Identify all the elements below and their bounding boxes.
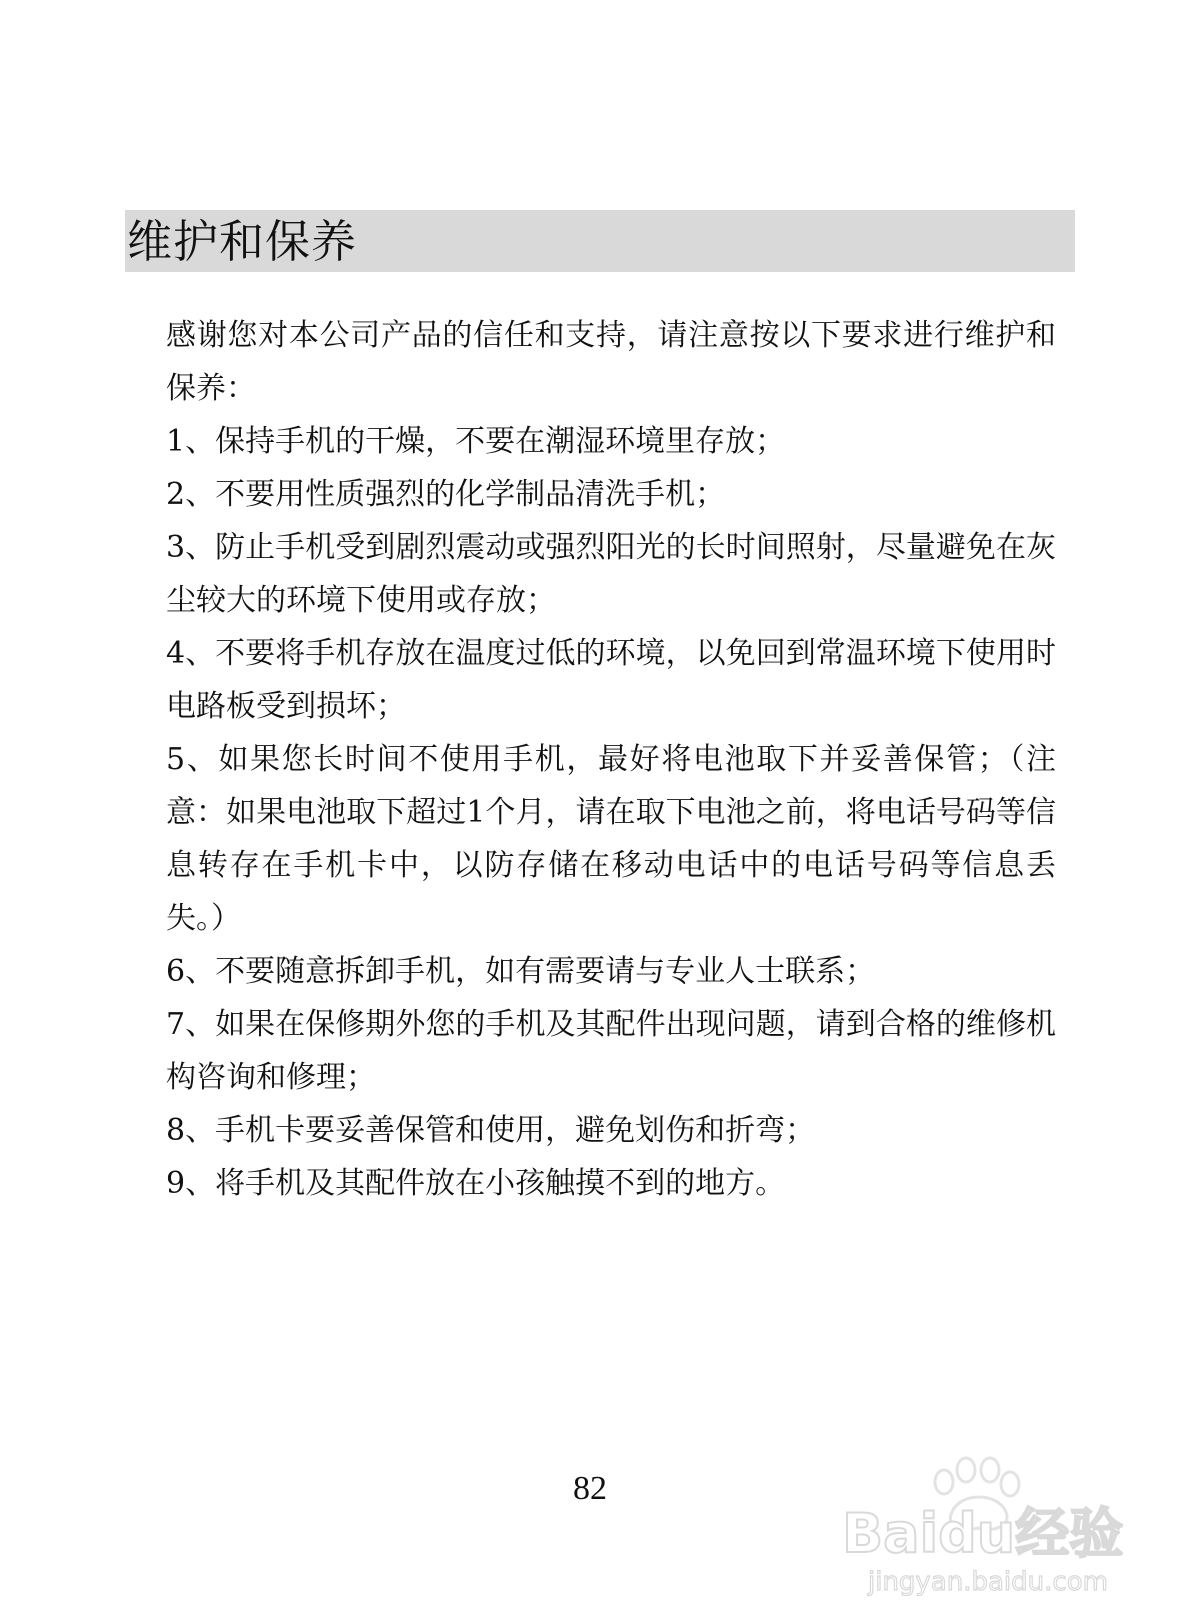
list-item: 5、如果您长时间不使用手机，最好将电池取下并妥善保管；（注意：如果电池取下超过1个月，请在取下电池之前，将电话号码等信息转存在手机卡中，以防存储在移动电话中的电话号码等信息丢失。） bbox=[166, 742, 1056, 936]
list-item: 7、如果在保修期外您的手机及其配件出现问题，请到合格的维修机构咨询和修理； bbox=[166, 1007, 1056, 1095]
list-item: 8、手机卡要妥善保管和使用，避免划伤和折弯； bbox=[166, 1113, 816, 1148]
list-item: 9、将手机及其配件放在小孩触摸不到的地方。 bbox=[166, 1166, 786, 1201]
list-item: 2、不要用性质强烈的化学制品清洗手机； bbox=[166, 477, 726, 512]
baidu-watermark-logo bbox=[840, 1440, 1140, 1600]
content-body bbox=[166, 309, 1056, 1210]
list-item: 4、不要将手机存放在温度过低的环境，以免回到常温环境下使用时电路板受到损坏； bbox=[166, 636, 1056, 724]
page-number: 82 bbox=[573, 1470, 607, 1507]
list-item: 6、不要随意拆卸手机，如有需要请与专业人士联系； bbox=[166, 954, 876, 989]
section-heading: 维护和保养 bbox=[127, 214, 358, 268]
section-heading-bar bbox=[125, 210, 1075, 272]
intro-paragraph: 感谢您对本公司产品的信任和支持，请注意按以下要求进行维护和保养： bbox=[166, 318, 1056, 406]
list-item: 1、保持手机的干燥，不要在潮湿环境里存放； bbox=[166, 424, 786, 459]
list-item: 3、防止手机受到剧烈震动或强烈阳光的长时间照射，尽量避免在灰尘较大的环境下使用或存放； bbox=[166, 530, 1056, 618]
watermark-url-text: jingyan.baidu.com bbox=[868, 1567, 1108, 1597]
watermark-logo-text: Baidu经验 bbox=[842, 1502, 1124, 1565]
